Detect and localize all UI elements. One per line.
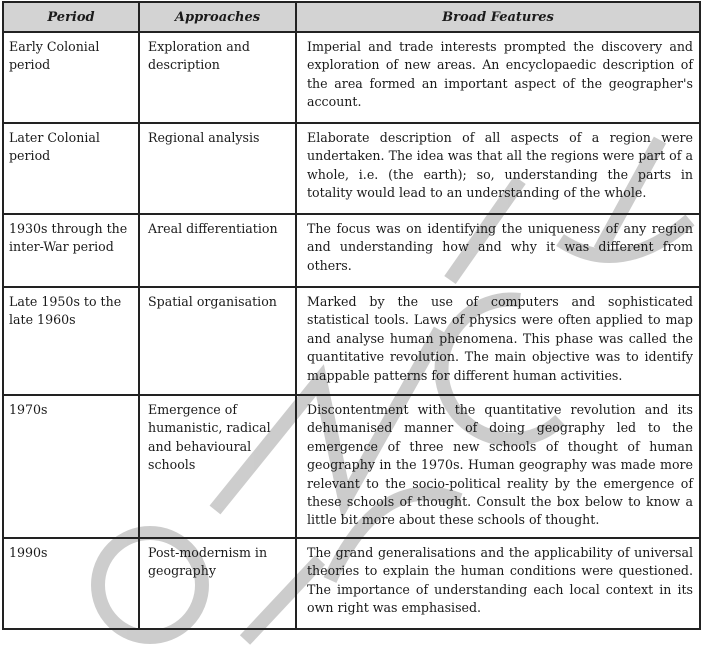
- approach-cell: Areal differentiation: [139, 214, 296, 287]
- period-cell: Early Colonial period: [3, 32, 139, 123]
- features-cell: The focus was on identifying the uniqueness of any region and understanding how and why it was different from others.: [296, 214, 700, 287]
- approach-cell: Exploration and description: [139, 32, 296, 123]
- features-cell: Marked by the use of computers and sophisticated statistical tools. Laws of physics were often applied to map and analyse human phenomena. This phase was called the quantitative revolution. The main objective was to identify mappable patterns for different human activities.: [296, 287, 700, 395]
- approach-cell: Regional analysis: [139, 123, 296, 214]
- approach-cell: Post-modernism in geography: [139, 538, 296, 629]
- period-cell: 1970s: [3, 395, 139, 538]
- approach-cell: Emergence of humanistic, radical and behavioural schools: [139, 395, 296, 538]
- features-cell: Discontentment with the quantitative revolution and its dehumanised manner of doing geography led to the emergence of three new schools of thought of human geography in the 1970s. Human geography was made more relevant to the socio-political reality by the emergence of these schools of thought. Consult the box below to know a little bit more about these schools of thought.: [296, 395, 700, 538]
- header-row: [3, 2, 700, 32]
- table-row: [3, 32, 700, 123]
- table-row: [3, 395, 700, 538]
- period-cell: Late 1950s to the late 1960s: [3, 287, 139, 395]
- period-cell: 1930s through the inter-War period: [3, 214, 139, 287]
- table-row: [3, 287, 700, 395]
- table-row: [3, 538, 700, 629]
- period-cell: Later Colonial period: [3, 123, 139, 214]
- features-cell: Elaborate description of all aspects of a region were undertaken. The idea was that all the regions were part of a whole, i.e. (the earth); so, understanding the parts in totality would lead to an understanding of the whole.: [296, 123, 700, 214]
- header-broad-features: Broad Features: [296, 2, 700, 32]
- geography-approaches-table: [2, 1, 701, 630]
- features-cell: The grand generalisations and the applicability of universal theories to explain the human conditions were questioned. The importance of understanding each local context in its own right was emphasised.: [296, 538, 700, 629]
- features-cell: Imperial and trade interests prompted the discovery and exploration of new areas. An encyclopaedic description of the area formed an important aspect of the geographer's account.: [296, 32, 700, 123]
- approach-cell: Spatial organisation: [139, 287, 296, 395]
- period-cell: 1990s: [3, 538, 139, 629]
- header-period: Period: [3, 2, 139, 32]
- table-row: [3, 123, 700, 214]
- table-row: [3, 214, 700, 287]
- header-approaches: Approaches: [139, 2, 296, 32]
